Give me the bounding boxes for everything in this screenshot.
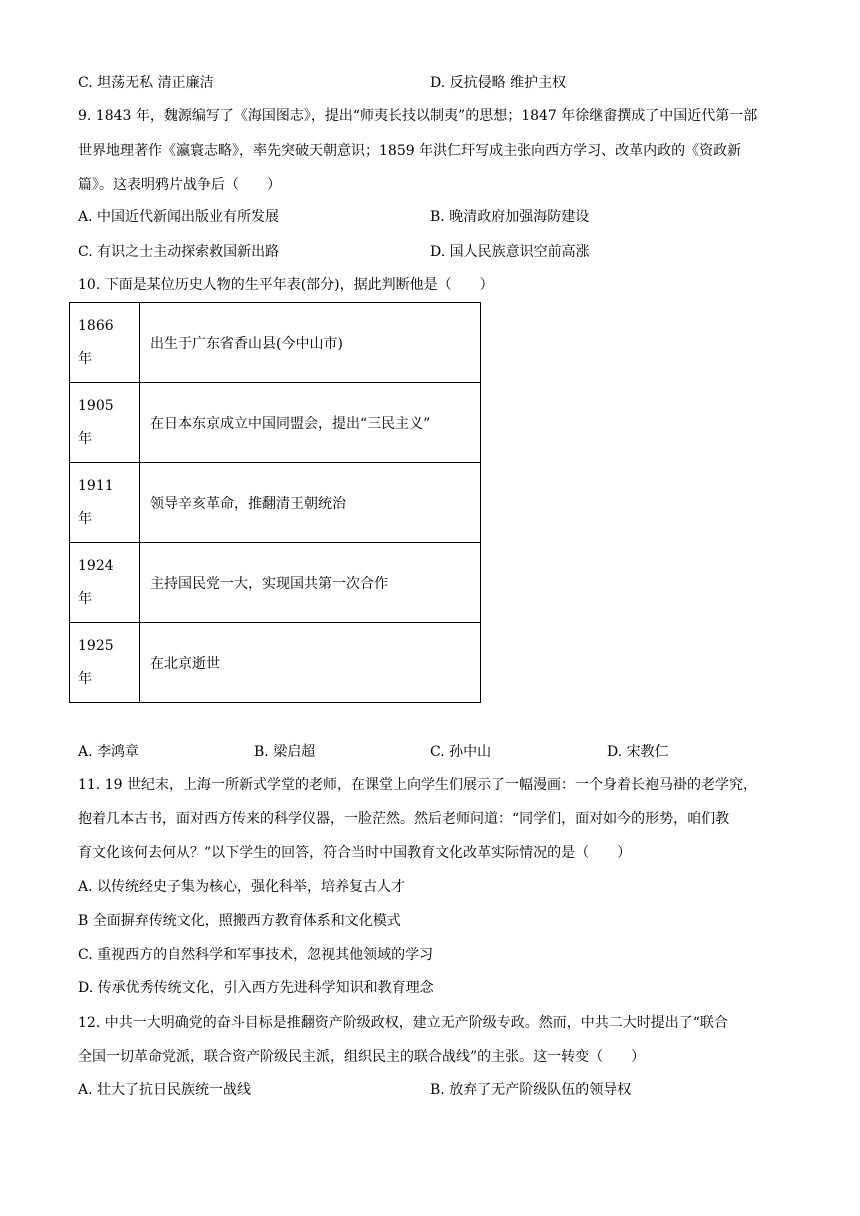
year-unit: 年 xyxy=(78,350,92,367)
year-cell xyxy=(70,383,140,463)
year-cell xyxy=(70,543,140,623)
q10-option-a: A. 李鸿章 xyxy=(78,744,140,760)
q11-option-d: D. 传承优秀传统文化，引入西方先进科学知识和教育理念 xyxy=(78,980,434,996)
q11-option-c: C. 重视西方的自然科学和军事技术，忽视其他领域的学习 xyxy=(78,947,434,963)
event-cell: 在北京逝世 xyxy=(140,623,481,703)
q9-stem-line-2: 世界地理著作《瀛寰志略》，率先突破天朝意识；1859 年洪仁玕写成主张向西方学习、改革内政的《资政新 xyxy=(78,143,742,159)
table-row xyxy=(70,543,481,623)
q12-option-b: B. 放弃了无产阶级队伍的领导权 xyxy=(430,1082,632,1098)
q10-option-c: C. 孙中山 xyxy=(430,744,492,760)
q9-option-a: A. 中国近代新闻出版业有所发展 xyxy=(78,209,280,225)
year-cell xyxy=(70,623,140,703)
table-row xyxy=(70,463,481,543)
q11-option-a: A. 以传统经史子集为核心，强化科举，培养复古人才 xyxy=(78,879,406,895)
event-cell: 在日本东京成立中国同盟会，提出“三民主义” xyxy=(140,383,481,463)
q10-option-d: D. 宋教仁 xyxy=(607,744,669,760)
year-value: 1924 xyxy=(78,557,114,574)
table-row xyxy=(70,383,481,463)
q9-stem-line-1: 9. 1843 年，魏源编写了《海国图志》，提出“师夷长技以制夷”的思想；1847 年徐继畬撰成了中国近代第一部 xyxy=(78,108,758,124)
q10-option-b: B. 梁启超 xyxy=(254,744,316,760)
year-cell xyxy=(70,303,140,383)
event-cell: 领导辛亥革命，推翻清王朝统治 xyxy=(140,463,481,543)
q11-stem-line-1: 11. 19 世纪末，上海一所新式学堂的老师，在课堂上向学生们展示了一幅漫画：一个身着长袍马褂的老学究， xyxy=(78,777,757,793)
q11-stem-line-3: 育文化该何去何从？”以下学生的回答，符合当时中国教育文化改革实际情况的是（ ） xyxy=(78,845,632,861)
q11-stem-line-2: 抱着几本古书，面对西方传来的科学仪器，一脸茫然。然后老师问道：“同学们，面对如今的形势，咱们教 xyxy=(78,811,730,827)
year-value: 1905 xyxy=(78,397,114,414)
q9-option-d: D. 国人民族意识空前高涨 xyxy=(430,244,590,260)
q12-stem-line-1: 12. 中共一大明确党的奋斗目标是推翻资产阶级政权，建立无产阶级专政。然而，中共二大时提出了“联合 xyxy=(78,1015,728,1031)
q9-option-b: B. 晚清政府加强海防建设 xyxy=(430,209,590,225)
q9-stem-line-3: 篇》。这表明鸦片战争后（ ） xyxy=(78,177,281,193)
event-cell: 出生于广东省香山县(今中山市) xyxy=(140,303,481,383)
year-value: 1925 xyxy=(78,637,114,654)
q12-stem-line-2: 全国一切革命党派，联合资产阶级民主派，组织民主的联合战线”的主张。这一转变（ ） xyxy=(78,1049,646,1065)
q9-option-c: C. 有识之士主动探索救国新出路 xyxy=(78,244,280,260)
year-unit: 年 xyxy=(78,670,92,687)
table-row xyxy=(70,303,481,383)
q8-option-d: D. 反抗侵略 维护主权 xyxy=(430,75,567,91)
table-row xyxy=(70,623,481,703)
q11-option-b: B 全面摒弃传统文化，照搬西方教育体系和文化模式 xyxy=(78,913,401,929)
q12-option-a: A. 壮大了抗日民族统一战线 xyxy=(78,1082,252,1098)
timeline-table xyxy=(69,302,481,703)
q8-option-c: C. 坦荡无私 清正廉洁 xyxy=(78,75,214,91)
year-unit: 年 xyxy=(78,510,92,527)
year-value: 1911 xyxy=(78,477,114,494)
year-value: 1866 xyxy=(78,317,114,334)
event-cell: 主持国民党一大，实现国共第一次合作 xyxy=(140,543,481,623)
q10-stem: 10. 下面是某位历史人物的生平年表(部分)，据此判断他是（ ） xyxy=(78,277,494,293)
year-unit: 年 xyxy=(78,590,92,607)
year-unit: 年 xyxy=(78,430,92,447)
year-cell xyxy=(70,463,140,543)
